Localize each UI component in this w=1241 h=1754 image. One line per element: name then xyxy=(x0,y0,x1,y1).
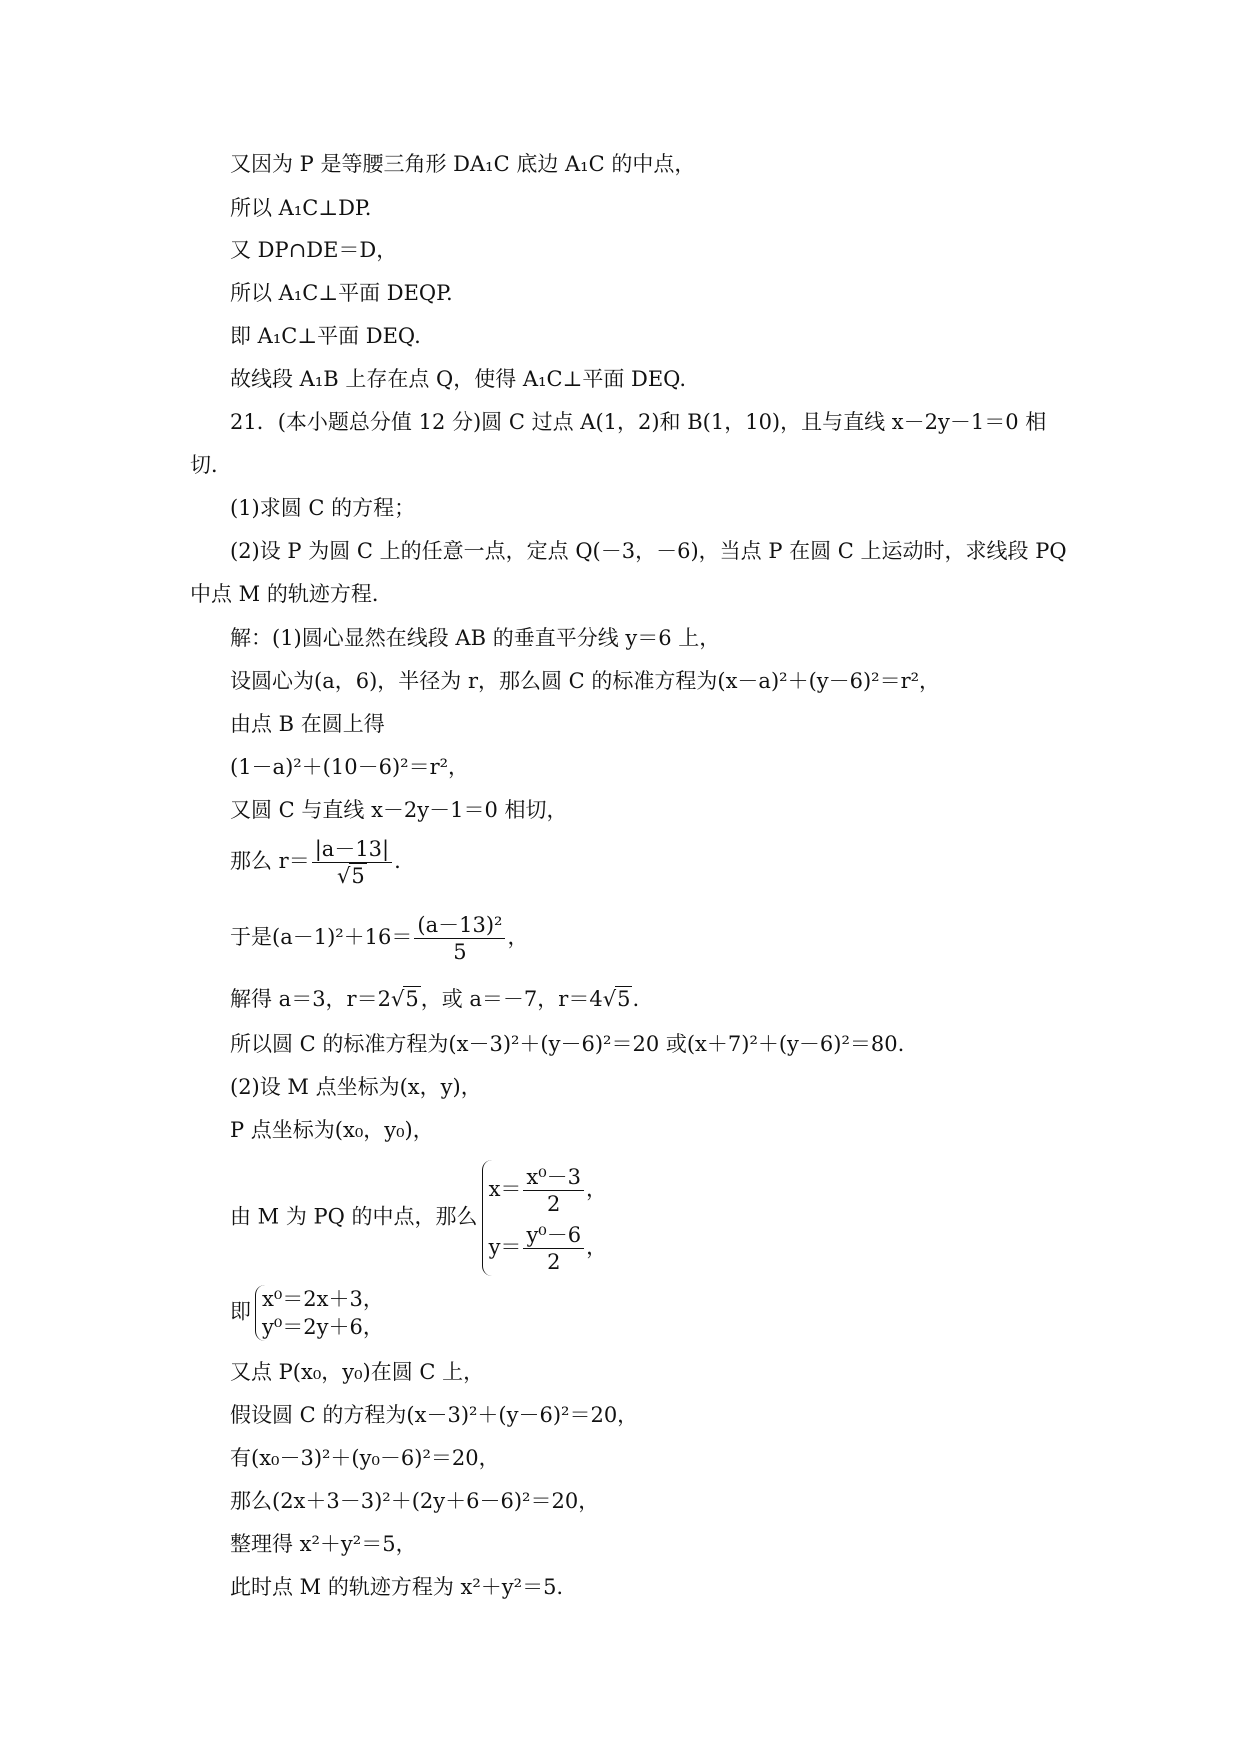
solution-line: 解：(1)圆心显然在线段 AB 的垂直平分线 y＝6 上， xyxy=(230,626,721,650)
solution-line: (2)设 M 点坐标为(x，y)， xyxy=(230,1075,482,1099)
solution-line: 又点 P(x₀，y₀)在圆 C 上， xyxy=(230,1360,485,1384)
ji-system: 即 x⁰＝2x＋3， y⁰＝2y＋6， xyxy=(230,1287,384,1339)
solution-line: 那么(2x＋3－3)²＋(2y＋6－6)²＝20， xyxy=(230,1489,600,1513)
question-1: (1)求圆 C 的方程； xyxy=(230,496,416,520)
text-line: 即 A₁C⊥平面 DEQ. xyxy=(230,324,421,348)
question-2-line: (2)设 P 为圆 C 上的任意一点，定点 Q(－3，－6)，当点 P 在圆 C 上运动时，求线段 PQ xyxy=(230,539,1067,563)
solution-line: 此时点 M 的轨迹方程为 x²＋y²＝5. xyxy=(230,1575,564,1599)
equation-r: 那么 r＝ $\frac{|a-13|}{√5}$ . xyxy=(230,837,401,888)
question-2-line: 中点 M 的轨迹方程． xyxy=(190,582,393,606)
problem-21-line: 切． xyxy=(190,453,232,477)
text-line: 所以 A₁C⊥平面 DEQP. xyxy=(230,281,453,305)
solution-line: 整理得 x²＋y²＝5， xyxy=(230,1532,417,1556)
text-line: 又因为 P 是等腰三角形 DA₁C 底边 A₁C 的中点， xyxy=(230,152,696,176)
solution-line: (1－a)²＋(10－6)²＝r²， xyxy=(230,755,470,779)
text-line: 又 DP∩DE＝D， xyxy=(230,238,398,262)
equation-brace: x⁰＝2x＋3， y⁰＝2y＋6， xyxy=(255,1285,384,1341)
midpoint-system: 由 M 为 PQ 的中点，那么 x＝ $\frac{\text{x⁰－3}}{2}$ ， y＝ $\frac{\text{y⁰－6}}{2}$ ， xyxy=(230,1160,607,1276)
solution-line: 设圆心为(a，6)，半径为 r，那么圆 C 的标准方程为(x－a)²＋(y－6)²＝r²， xyxy=(230,669,941,693)
text-line: 故线段 A₁B 上存在点 Q，使得 A₁C⊥平面 DEQ. xyxy=(230,367,687,391)
solution-line: 假设圆 C 的方程为(x－3)²＋(y－6)²＝20， xyxy=(230,1403,639,1427)
solution-line: 有(x₀－3)²＋(y₀－6)²＝20， xyxy=(230,1446,500,1470)
text-line: 所以 A₁C⊥DP. xyxy=(230,196,372,220)
equation-a: 于是(a－1)²＋16＝ $\frac{\text{(a－13)²}}{5}$ ， xyxy=(230,913,529,964)
solution-line: 由点 B 在圆上得 xyxy=(230,712,385,736)
solution-line: P 点坐标为(x₀，y₀)， xyxy=(230,1118,434,1142)
solution-line: 所以圆 C 的标准方程为(x－3)²＋(y－6)²＝20 或(x＋7)²＋(y－6)²＝80. xyxy=(230,1032,905,1056)
solution-line: 又圆 C 与直线 x－2y－1＝0 相切， xyxy=(230,798,568,822)
solve-line: 解得 a＝3，r＝2√5，或 a＝－7，r＝4√5. xyxy=(230,987,640,1011)
equation-brace: x＝ $\frac{\text{x⁰－3}}{2}$ ， y＝ $\frac{\text{y⁰－6}}{2}$ ， xyxy=(482,1160,608,1276)
problem-21-line: 21．(本小题总分值 12 分)圆 C 过点 A(1，2)和 B(1，10)，且与直线 x－2y－1＝0 相 xyxy=(230,410,1047,434)
